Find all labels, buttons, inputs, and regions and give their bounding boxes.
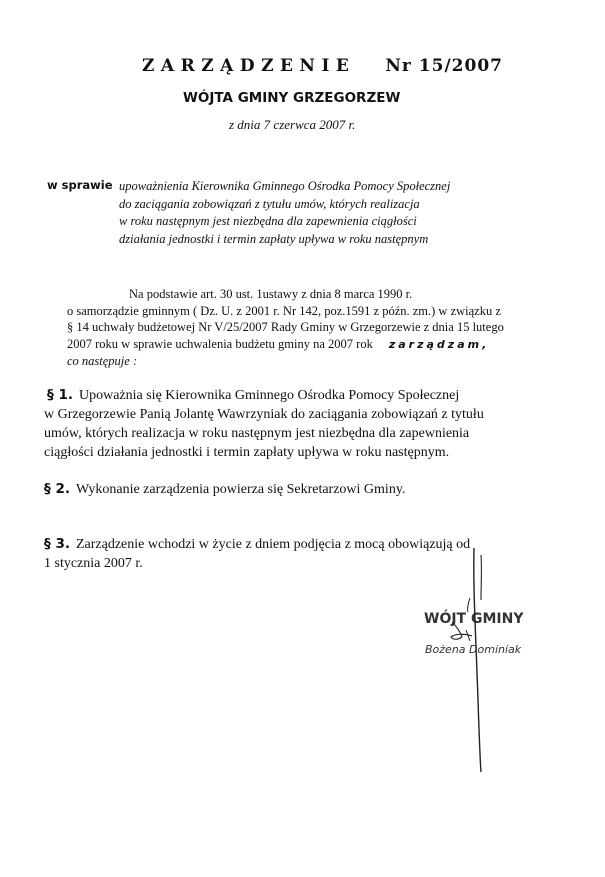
- paragraph-line: w Grzegorzewie Panią Jolantę Wawrzyniak do zaciągania zobowiązań z tytułu: [44, 407, 484, 422]
- signature-stamp-name: Bożena Dominiak: [425, 643, 522, 656]
- decision-word: zarządzam,: [388, 337, 490, 351]
- subject-line: w roku następnym jest niezbędna dla zapewnienia ciągłości: [119, 214, 417, 228]
- paragraph-symbol: § 2.: [44, 481, 70, 497]
- paragraph-text: Zarządzenie wchodzi w życie z dniem podjęcia z mocą obowiązują od: [75, 537, 471, 552]
- paragraph-symbol: § 3.: [44, 536, 70, 552]
- paragraph-line: ciągłości działania jednostki i termin zapłaty upływa w roku następnym.: [44, 445, 450, 460]
- issuer-heading: WÓJTA GMINY GRZEGORZEW: [183, 90, 401, 106]
- title-word: ZARZĄDZENIE: [142, 56, 356, 76]
- paragraph-line: 1 stycznia 2007 r.: [44, 556, 143, 571]
- subject-line: działania jednostki i termin zapłaty upływa w roku następnym: [119, 231, 429, 246]
- basis-line: 2007 roku w sprawie uchwalenia budżetu gminy na 2007 rok: [67, 336, 373, 351]
- paragraph-symbol: § 1.: [47, 387, 73, 403]
- basis-closing: co następuje :: [67, 354, 138, 368]
- title-number: Nr 15/2007: [385, 56, 503, 76]
- subject-line: do zaciągania zobowiązań z tytułu umów, których realizacja: [119, 196, 420, 211]
- subject-label: w sprawie: [47, 178, 113, 192]
- basis-line: Na podstawie art. 30 ust. 1ustawy z dnia 8 marca 1990 r.: [129, 287, 413, 301]
- basis-line: o samorządzie gminnym ( Dz. U. z 2001 r. Nr 142, poz.1591 z późn. zm.) w związku z: [67, 303, 501, 318]
- document-date: z dnia 7 czerwca 2007 r.: [229, 117, 356, 132]
- signature-stamp-title: WÓJT GMINY: [424, 611, 524, 627]
- basis-line: § 14 uchwały budżetowej Nr V/25/2007 Rady Gminy w Grzegorzewie z dnia 15 lutego: [67, 320, 504, 334]
- paragraph-text: Wykonanie zarządzenia powierza się Sekretarzowi Gminy.: [75, 482, 406, 497]
- paragraph-line: umów, których realizacja w roku następnym jest niezbędna dla zapewnienia: [44, 426, 470, 441]
- paragraph-text: Upoważnia się Kierownika Gminnego Ośrodka Pomocy Społecznej: [78, 388, 460, 403]
- subject-line: upoważnienia Kierownika Gminnego Ośrodka Pomocy Społecznej: [119, 179, 451, 193]
